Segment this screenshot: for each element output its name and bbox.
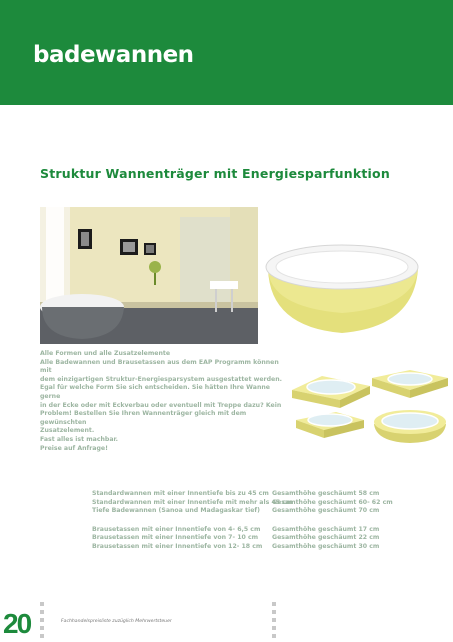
description-line: Alle Formen und alle Zusatzelemente: [40, 350, 171, 357]
footer-dots-left: [40, 602, 44, 642]
description-line: Fast alles ist machbar.: [40, 435, 119, 443]
description-line: Egal für welche Form Sie sich entscheiden. Sie hätten Ihre Wanne gerne: [40, 384, 270, 400]
spec-row: Brausetassen mit einer Innentiefe von 4- 6,5 cm: [92, 525, 261, 533]
specs-left-column: [92, 490, 293, 552]
bathroom-photo: [40, 207, 258, 344]
spec-row: Gesamthöhe geschäumt 22 cm: [272, 534, 380, 542]
header-band: [0, 0, 453, 105]
specs-right-column: [272, 490, 432, 552]
tub-variant-step: [296, 412, 364, 438]
spec-row: Gesamthöhe geschäumt 70 cm: [272, 507, 380, 515]
page-title: badewannen: [33, 42, 194, 68]
description-line: Alle Badewannen und Brausetassen aus dem EAP Programm können mit: [40, 358, 279, 375]
spec-row: Brausetassen mit einer Innentiefe von 7- 10 cm: [92, 534, 259, 542]
spec-row: Standardwannen mit einer Innentiefe bis zu 45 cm: [92, 490, 269, 497]
footer-dots-right: [272, 602, 276, 642]
oval-bathtub-illustration: [262, 207, 422, 344]
page-number: 20: [3, 608, 31, 639]
spec-row: Gesamthöhe geschäumt 30 cm: [272, 542, 380, 550]
tub-variant-oval: [374, 410, 446, 443]
description-line: in der Ecke oder mit Eckverbau oder eventuell mit Treppe dazu? Kein: [40, 401, 282, 409]
description-line: Preise auf Anfrage!: [40, 444, 108, 452]
spec-row: Tiefe Badewannen (Sanoa und Madagaskar tief): [92, 507, 260, 515]
spec-row: Gesamthöhe geschäumt 17 cm: [272, 525, 380, 533]
tub-variant-corner: [372, 370, 448, 398]
spec-row: Gesamthöhe geschäumt 58 cm: [272, 490, 380, 497]
description-block: [40, 350, 285, 453]
oval-bathtub-photo: [262, 207, 422, 344]
section-title: Struktur Wannenträger mit Energiesparfunktion: [40, 166, 390, 181]
description-line: dem einzigartigen Struktur-Energiesparsystem ausgestattet werden.: [40, 375, 282, 383]
description-line: Zusatzelement.: [40, 427, 95, 435]
spec-row: Gesamthöhe geschäumt 60- 62 cm: [272, 498, 393, 506]
footer-note: Fachhandelspreisliste zuzüglich Mehrwertsteuer: [61, 619, 172, 624]
spec-row: Standardwannen mit einer Innentiefe mit mehr als 45 cm: [92, 498, 293, 506]
description-line: Problem! Bestellen Sie Ihren Wannenträger gleich mit dem gewünschten: [40, 410, 247, 426]
bathroom-illustration: [40, 207, 258, 344]
bathtub-variants-illustration: [290, 350, 450, 445]
tub-variant-rectangular: [292, 376, 370, 408]
spec-row: Brausetassen mit einer Innentiefe von 12- 18 cm: [92, 542, 263, 550]
